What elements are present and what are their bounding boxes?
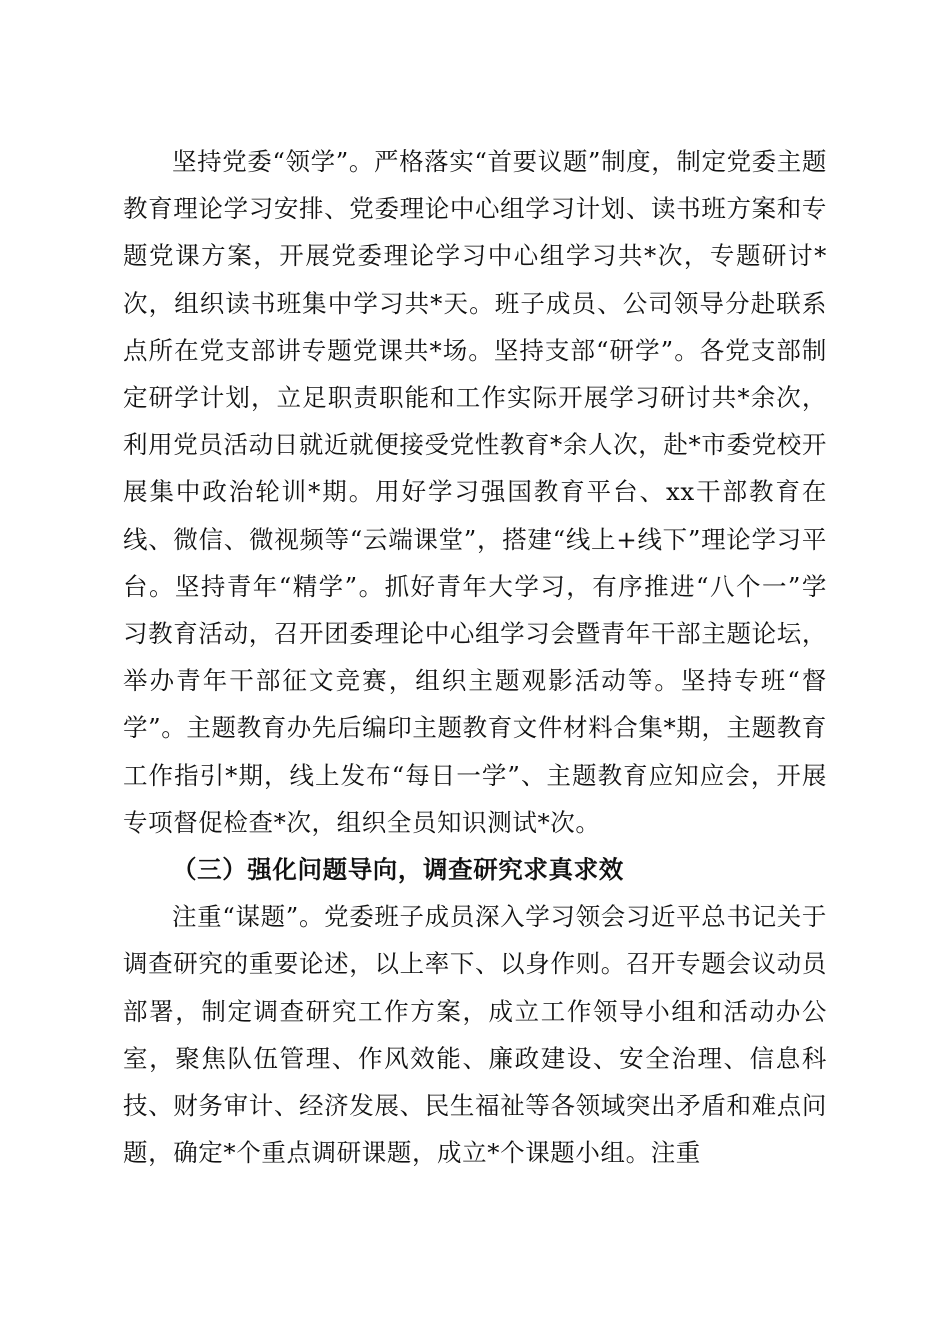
paragraph-study-measures: 坚持党委“领学”。严格落实“首要议题”制度，制定党委主题教育理论学习安排、党委理论中心组学习计划、读书班方案和专题党课方案，开展党委理论学习中心组学习共*次，专题研讨*次，组织读书班集中学习共*天。班子成员、公司领导分赴联系点所在党支部讲专题党课共*场。坚持支部“研学”。各党支部制定研学计划，立足职责职能和工作实际开展学习研讨共*余次，利用党员活动日就近就便接受党性教育*余人次，赴*市委党校开展集中政治轮训*期。用好学习强国教育平台、xx干部教育在线、微信、微视频等“云端课堂”，搭建“线上+线下”理论学习平台。坚持青年“精学”。抓好青年大学习，有序推进“八个一”学习教育活动，召开团委理论中心组学习会暨青年干部主题论坛，举办青年干部征文竞赛，组织主题观影活动等。坚持专班“督学”。主题教育办先后编印主题教育文件材料合集*期，主题教育工作指引*期，线上发布“每日一学”、主题教育应知应会，开展专项督促检查*次，组织全员知识测试*次。 <box>123 147 827 837</box>
paragraph-research-topics: 注重“谋题”。党委班子成员深入学习领会习近平总书记关于调查研究的重要论述，以上率下、以身作则。召开专题会议动员部署，制定调查研究工作方案，成立工作领导小组和活动办公室，聚焦队伍管理、作风效能、廉政建设、安全治理、信息科技、财务审计、经济发展、民生福祉等各领域突出矛盾和难点问题，确定*个重点调研课题，成立*个课题小组。注重 <box>123 902 827 1168</box>
section-heading: （三）强化问题导向，调查研究求真求效 <box>172 855 624 885</box>
document-body <box>123 138 827 1176</box>
